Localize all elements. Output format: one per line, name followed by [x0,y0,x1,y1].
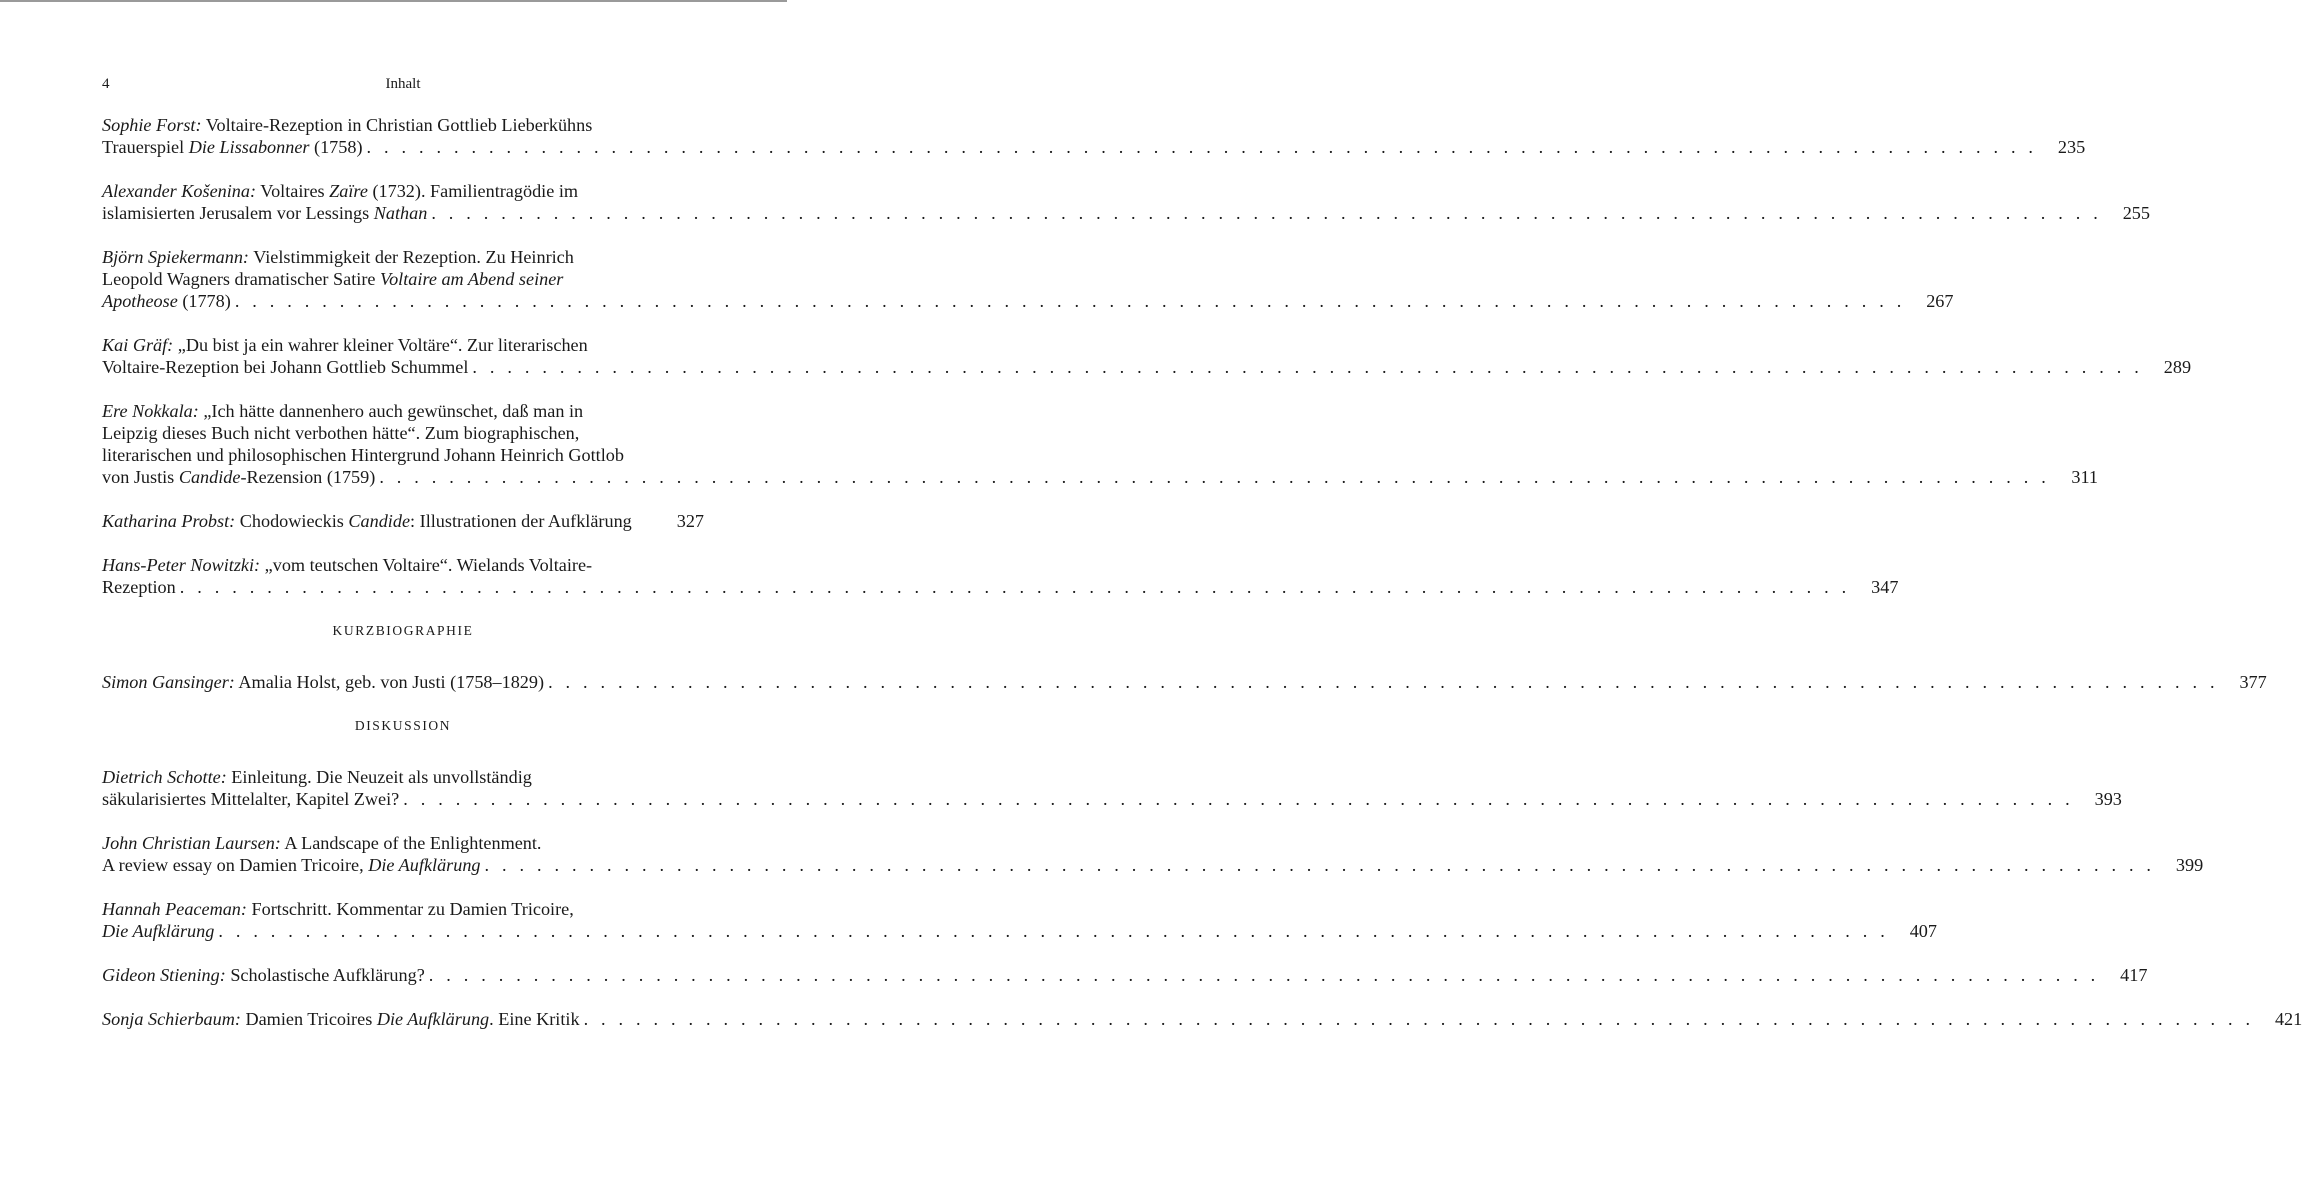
toc-entry [102,1008,2302,1030]
entry-title-line: Damien Tricoires [245,1009,373,1029]
leader-dots: . . . . . . . . . . . . . . . . . . . . . . . . . . . . . . . . . . . . . . . . . . . . . . . . . . . . . . . . . . . . . . . . . . . . . . . . . . . . . . . . . . . . . . . . . . . . . . . . [218,921,1889,941]
entry-author: Björn Spiekermann: [102,247,249,267]
leader-dots: . . . . . . . . . . . . . . . . . . . . . . . . . . . . . . . . . . . . . . . . . . . . . . . . . . . . . . . . . . . . . . . . . . . . . . . . . . . . . . . . . . . . . . . . . . . . . . . . [379,467,2050,487]
entry-author: Ere Nokkala: [102,401,199,421]
entry-title-line: „Ich hätte dannenhero auch gewünschet, daß man in [203,401,584,421]
entry-page-number: 235 [2057,137,2086,157]
entry-author: John Christian Laursen: [102,833,281,853]
entry-title-line: : Illustrationen der Aufklärung [410,511,632,531]
entry-title-line: (1732). Familientragödie im [372,181,579,201]
entry-page-number: 347 [1871,577,1899,597]
entry-title-line: Voltaire-Rezeption in Christian Gottlieb Lieberkühns [205,115,593,135]
entry-author: Alexander Košenina: [102,181,257,201]
leader-dots: . . . . . . . . . . . . . . . . . . . . . . . . . . . . . . . . . . . . . . . . . . . . . . . . . . . . . . . . . . . . . . . . . . . . . . . . . . . . . . . . . . . . . . . . . . . . . . . . [403,789,2074,809]
entry-title-line: „vom teutschen Voltaire“. Wielands Voltaire- [264,555,593,575]
entry-author: Dietrich Schotte: [102,767,227,787]
entry-title-italic: Candide [178,467,241,487]
entry-title-line: von Justis [102,467,175,487]
toc-entry [102,898,1937,942]
leader-dots: . . . . . . . . . . . . . . . . . . . . . . . . . . . . . . . . . . . . . . . . . . . . . . . . . . . . . . . . . . . . . . . . . . . . . . . . . . . . . . . . . . . . . . . . . . . . . . . . [431,203,2102,223]
entry-title-line: . Eine Kritik [489,1009,580,1029]
page-number: 4 [102,76,110,92]
entry-title-italic: Zaïre [329,181,368,201]
running-header [102,76,704,98]
entry-title-line: Vielstimmigkeit der Rezeption. Zu Heinrich [253,247,574,267]
entry-title-line: A Landscape of the Enlightenment. [284,833,542,853]
section-heading-diskussion: DISKUSSION [354,718,452,733]
entry-author: Hannah Peaceman: [102,899,247,919]
toc-entry [102,554,1899,598]
entry-title-italic: Apotheose [102,291,178,311]
entry-author: Sonja Schierbaum: [102,1009,241,1029]
entry-page-number: 267 [1926,291,1954,311]
entry-title-line: -Rezension (1759) [240,467,376,487]
entry-title-italic: Nathan [373,203,428,223]
table-of-contents [102,114,2302,1052]
entry-page-number: 377 [2239,672,2267,692]
leader-dots: . . . . . . . . . . . . . . . . . . . . . . . . . . . . . . . . . . . . . . . . . . . . . . . . . . . . . . . . . . . . . . . . . . . . . . . . . . . . . . . . . . . . . . . . . . . . . . . . [583,1009,2255,1029]
entry-title-line: Leopold Wagners dramatischer Satire [102,269,376,289]
entry-page-number: 421 [2274,1009,2302,1029]
entry-title-line: säkularisiertes Mittelalter, Kapitel Zwei? [102,789,400,809]
entry-title-line: islamisierten Jerusalem vor Lessings [102,203,370,223]
entry-author: Hans-Peter Nowitzki: [102,555,261,575]
entry-title-line: Voltaire-Rezeption bei Johann Gottlieb Schummel [102,357,469,377]
entry-title-line: A review essay on Damien Tricoire, [102,855,364,875]
entry-author: Kai Gräf: [102,335,174,355]
leader-dots: . . . . . . . . . . . . . . . . . . . . . . . . . . . . . . . . . . . . . . . . . . . . . . . . . . . . . . . . . . . . . . . . . . . . . . . . . . . . . . . . . . . . . . . . . . . . . . . . [234,291,1906,311]
entry-page-number: 417 [2120,965,2148,985]
entry-title-italic: Die Aufklärung [368,855,481,875]
leader-dots: . . . . . . . . . . . . . . . . . . . . . . . . . . . . . . . . . . . . . . . . . . . . . . . . . . . . . . . . . . . . . . . . . . . . . . . . . . . . . . . . . . . . . . . . . . . . . . . . [472,357,2144,377]
section-heading-kurzbiographie: KURZBIOGRAPHIE [332,623,474,638]
entry-page-number: 255 [2122,203,2150,223]
entry-title-italic: Die Aufklärung [376,1009,490,1029]
top-border [0,0,787,2]
toc-entry [102,400,2098,488]
leader-dots: . . . . . . . . . . . . . . . . . . . . . . . . . . . . . . . . . . . . . . . . . . . . . . . . . . . . . . . . . . . . . . . . . . . . . . . . . . . . . . . . . . . . . . . . . . . . . . . . [548,672,2219,692]
entry-page-number: 327 [676,511,704,531]
entry-title-line: Scholastische Aufklärung? [230,965,425,985]
entry-author: Katharina Probst: [102,511,236,531]
toc-entry [102,334,2192,378]
entry-title-line: (1778) [182,291,231,311]
toc-entry [102,766,2122,810]
entry-page-number: 399 [2175,855,2204,875]
entry-title-line: literarischen und philosophischen Hintergrund Johann Heinrich Gottlob [102,445,624,465]
toc-entry [102,180,2150,224]
entry-title-italic: Die Lissabonner [188,137,310,157]
entry-author: Gideon Stiening: [102,965,226,985]
entry-title-line: Trauerspiel [102,137,185,157]
leader-dots: . . . . . . . . . . . . . . . . . . . . . . . . . . . . . . . . . . . . . . . . . . . . . . . . . . . . . . . . . . . . . . . . . . . . . . . . . . . . . . . . . . . . . . . . . . . . . . . . [484,855,2156,875]
leader-dots: . . . . . . . . . . . . . . . . . . . . . . . . . . . . . . . . . . . . . . . . . . . . . . . . . . . . . . . . . . . . . . . . . . . . . . . . . . . . . . . . . . . . . . . . . . . . . . . . [179,577,1851,597]
toc-entry [102,510,704,532]
entry-title-line: (1758) [314,137,363,157]
entry-author: Simon Gansinger: [102,672,235,692]
entry-title-line: Rezeption [102,577,176,597]
toc-entry [102,246,1954,312]
leader-dots: . . . . . . . . . . . . . . . . . . . . . . . . . . . . . . . . . . . . . . . . . . . . . . . . . . . . . . . . . . . . . . . . . . . . . . . . . . . . . . . . . . . . . . . . . . . . . . . . [366,137,2038,157]
entry-title-line: Fortschritt. Kommentar zu Damien Tricoire, [251,899,574,919]
entry-title-line: Voltaires [260,181,325,201]
toc-entry [102,832,2204,876]
leader-dots: . . . . . . . . . . . . . . . . . . . . . . . . . . . . . . . . . . . . . . . . . . . . . . . . . . . . . . . . . . . . . . . . . . . . . . . . . . . . . . . . . . . . . . . . . . . . . . . . [428,965,2100,985]
toc-entry [102,964,2148,986]
toc-entry [102,114,2086,158]
running-title: Inhalt [385,76,421,92]
entry-title-line: Amalia Holst, geb. von Justi (1758–1829) [238,672,545,692]
entry-page-number: 393 [2094,789,2122,809]
entry-title-italic: Candide [348,511,411,531]
entry-author: Sophie Forst: [102,115,202,135]
entry-title-italic: Voltaire am Abend seiner [380,269,564,289]
toc-entry [102,671,2267,693]
entry-title-line: Einleitung. Die Neuzeit als unvollständig [231,767,532,787]
entry-title-line: Chodowieckis [239,511,344,531]
entry-page-number: 407 [1909,921,1937,941]
entry-page-number: 289 [2163,357,2192,377]
entry-title-line: Leipzig dieses Buch nicht verbothen hätte“. Zum biographischen, [102,423,580,443]
entry-title-italic: Die Aufklärung [102,921,215,941]
entry-title-line: „Du bist ja ein wahrer kleiner Voltäre“. Zur literarischen [177,335,588,355]
entry-page-number: 311 [2071,467,2098,487]
